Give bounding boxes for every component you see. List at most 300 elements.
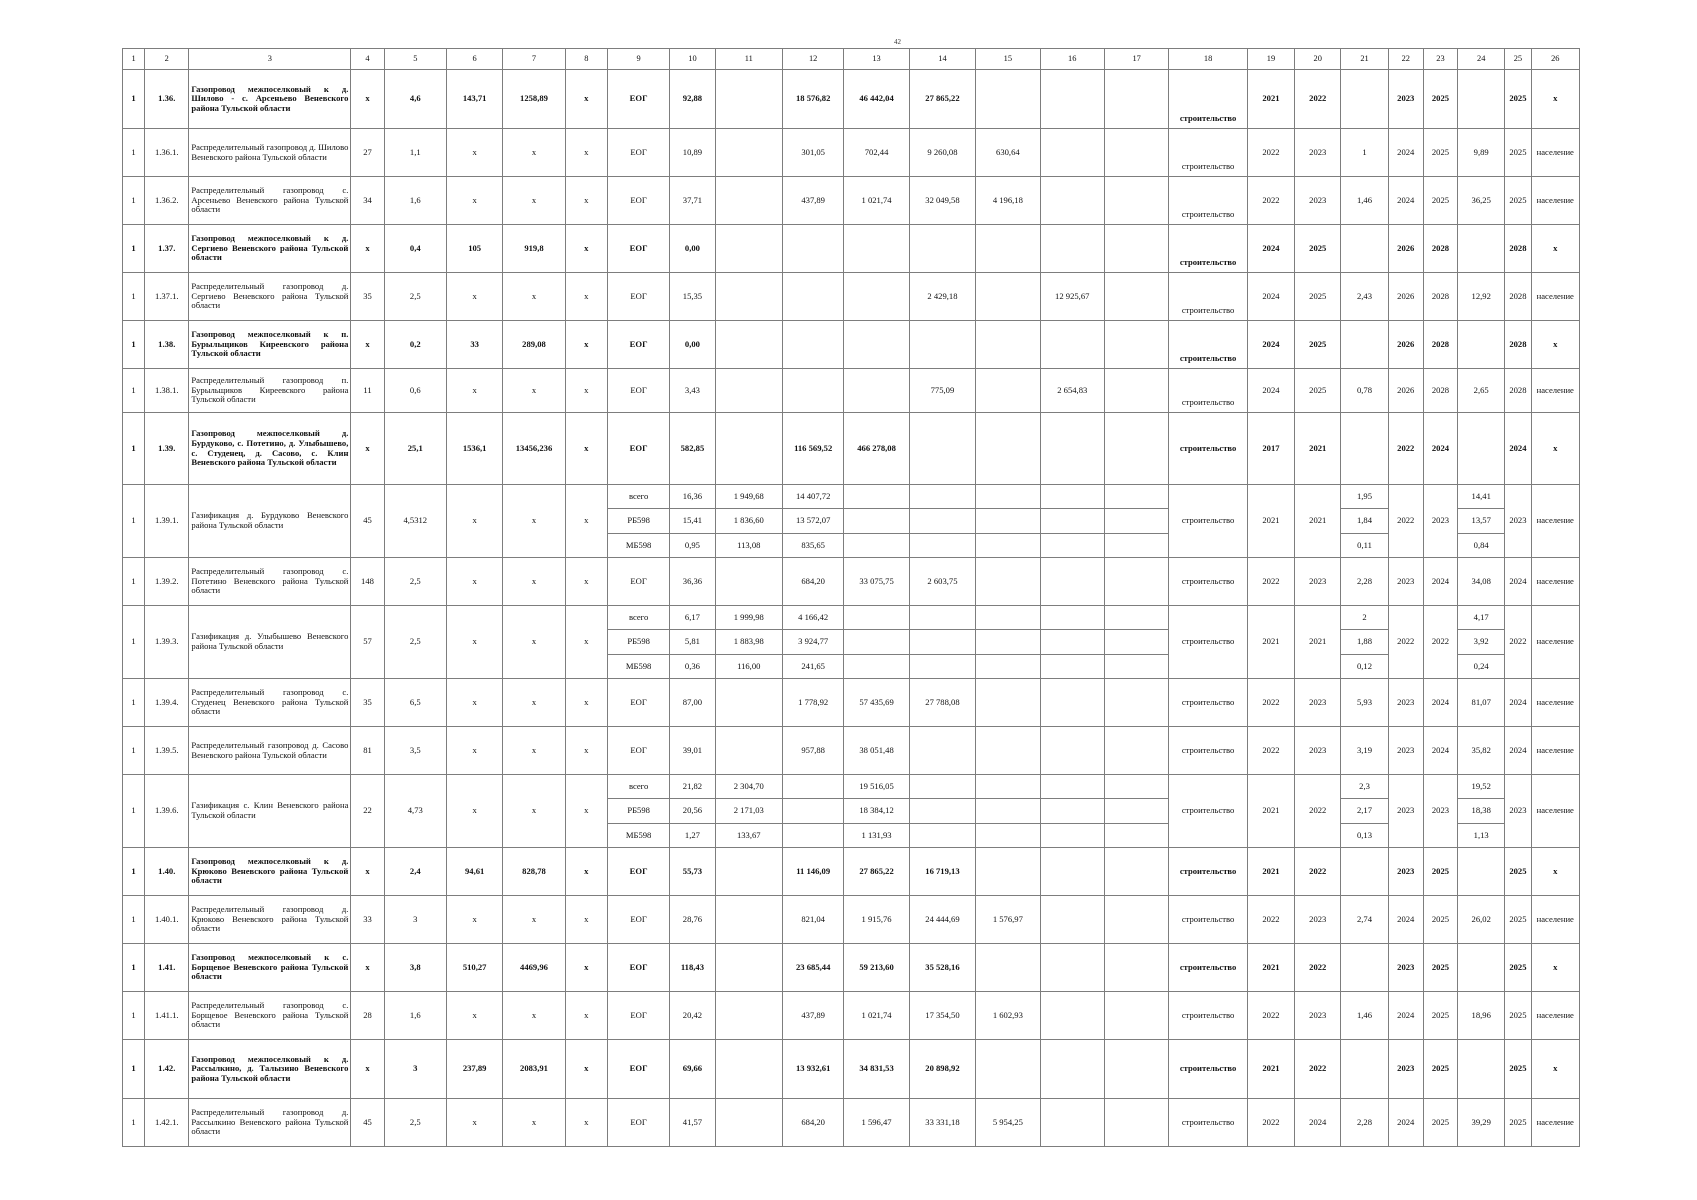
table-cell: 2023 [1388,775,1423,848]
table-cell: 1,46 [1341,992,1388,1040]
table-cell: 2022 [1388,606,1423,679]
table-cell: ЕОГ [607,321,669,369]
table-cell: 684,20 [782,1099,843,1147]
table-cell: 1,88 [1341,630,1388,655]
table-cell [1104,992,1168,1040]
table-cell: x [565,321,607,369]
table-cell: 46 442,04 [844,70,909,129]
table-cell [715,1099,782,1147]
table-cell: 4,73 [384,775,446,848]
table-cell: 1 [123,129,145,177]
table-cell: 25,1 [384,413,446,485]
table-cell: 1 [123,992,145,1040]
table-cell: 18,38 [1458,799,1505,824]
table-cell: x [446,129,502,177]
object-name-cell: Газопровод межпоселковый к д. Крюково Веневского района Тульской области [189,848,351,896]
funding-source-cell: РБ598 [607,799,669,824]
table-row [123,369,1580,413]
table-cell: x [503,177,565,225]
table-cell: 835,65 [782,534,843,558]
table-row [123,992,1580,1040]
table-cell [909,799,975,824]
table-cell: 35 [351,679,384,727]
table-cell [909,321,975,369]
table-cell: 821,04 [782,896,843,944]
table-cell [909,413,975,485]
table-cell: 17 354,50 [909,992,975,1040]
table-cell: 510,27 [446,944,502,992]
table-cell: x [565,775,607,848]
table-cell: x [503,485,565,558]
table-cell: 2028 [1423,321,1457,369]
table-cell: 2025 [1423,1099,1457,1147]
table-cell [844,534,909,558]
table-cell [909,606,975,630]
table-cell: x [503,273,565,321]
table-cell: 2,28 [1341,1099,1388,1147]
table-cell: 2,74 [1341,896,1388,944]
table-cell: 28,76 [670,896,715,944]
table-cell [1040,1099,1104,1147]
table-cell: 2025 [1423,1040,1457,1099]
table-cell: 2024 [1423,679,1457,727]
table-cell: 2,5 [384,273,446,321]
table-cell: 1,46 [1341,177,1388,225]
table-cell [844,225,909,273]
table-cell: 116,00 [715,655,782,679]
table-cell: 2022 [1295,944,1341,992]
table-cell: x [565,369,607,413]
table-cell [1458,70,1505,129]
table-cell: 2023 [1388,727,1423,775]
table-cell: 2017 [1247,413,1294,485]
table-cell: x [565,273,607,321]
table-cell: 20,56 [670,799,715,824]
table-cell: 1,1 [384,129,446,177]
table-cell [1341,70,1388,129]
item-number-cell: 1.41. [145,944,189,992]
table-cell: 2025 [1423,944,1457,992]
table-cell [782,225,843,273]
table-cell: 5,81 [670,630,715,655]
table-cell: 9,89 [1458,129,1505,177]
table-cell: 1 836,60 [715,509,782,534]
object-name-cell: Газопровод межпоселковый к д. Рассылкино, д. Талызино Веневского района Тульской области [189,1040,351,1099]
table-cell: 1 [123,775,145,848]
table-cell: 3,5 [384,727,446,775]
table-cell: 2024 [1388,1099,1423,1147]
table-cell: 57 [351,606,384,679]
column-number-header: 21 [1341,49,1388,70]
table-cell: 4,17 [1458,606,1505,630]
table-cell [976,70,1040,129]
column-number-header: 13 [844,49,909,70]
column-number-header: 7 [503,49,565,70]
table-cell [1458,321,1505,369]
table-cell: 2028 [1505,225,1531,273]
table-cell: x [565,225,607,273]
stage-cell: строительство [1169,177,1247,225]
table-cell: 3 [384,896,446,944]
table-row [123,944,1580,992]
table-cell: 1 [123,225,145,273]
table-cell [976,534,1040,558]
table-cell: 2028 [1423,225,1457,273]
table-cell: x [1531,321,1580,369]
table-cell: 1 021,74 [844,992,909,1040]
table-cell: 0,24 [1458,655,1505,679]
table-cell [1040,775,1104,799]
stage-cell: строительство [1169,321,1247,369]
table-cell: 437,89 [782,992,843,1040]
table-cell: 1 [123,273,145,321]
table-row [123,413,1580,485]
stage-cell: строительство [1169,558,1247,606]
table-cell: ЕОГ [607,225,669,273]
table-row [123,727,1580,775]
table-cell [782,321,843,369]
table-cell: 1 021,74 [844,177,909,225]
table-cell: 2021 [1247,775,1294,848]
table-cell: 16 719,13 [909,848,975,896]
stage-cell: строительство [1169,727,1247,775]
table-cell: 27 788,08 [909,679,975,727]
table-cell: x [565,177,607,225]
table-cell [976,509,1040,534]
table-cell: 2023 [1388,558,1423,606]
table-cell: 2024 [1423,413,1457,485]
table-cell: x [565,558,607,606]
table-cell: 13456,236 [503,413,565,485]
table-cell: 36,36 [670,558,715,606]
funding-source-cell: всего [607,485,669,509]
table-cell [1341,225,1388,273]
table-cell: ЕОГ [607,848,669,896]
table-cell [715,129,782,177]
table-cell [1104,896,1168,944]
table-cell: население [1531,775,1580,848]
table-row [123,485,1580,509]
table-cell [782,273,843,321]
table-cell [1458,944,1505,992]
table-cell [1104,1040,1168,1099]
funding-source-cell: РБ598 [607,630,669,655]
table-cell: 2 654,83 [1040,369,1104,413]
table-cell: 2024 [1423,558,1457,606]
table-cell: 2 [1341,606,1388,630]
table-cell [909,509,975,534]
object-name-cell: Газопровод межпоселковый к д. Шилово - с. Арсеньево Веневского района Тульской области [189,70,351,129]
table-cell [909,727,975,775]
table-cell: x [565,70,607,129]
table-cell: 1 [123,727,145,775]
table-cell: 2023 [1388,1040,1423,1099]
table-cell: 582,85 [670,413,715,485]
table-cell: 11 146,09 [782,848,843,896]
table-cell: 16,36 [670,485,715,509]
table-cell: x [446,485,502,558]
table-cell: x [503,369,565,413]
table-cell [976,775,1040,799]
table-cell: 2023 [1295,727,1341,775]
table-cell [909,775,975,799]
table-cell: 2,4 [384,848,446,896]
table-cell: 15,41 [670,509,715,534]
table-cell: 2023 [1295,896,1341,944]
table-cell: 2025 [1505,177,1531,225]
funding-source-cell: РБ598 [607,509,669,534]
table-cell: 2024 [1295,1099,1341,1147]
table-cell: 2 304,70 [715,775,782,799]
table-cell: ЕОГ [607,896,669,944]
table-cell: 2023 [1388,679,1423,727]
table-cell: 39,01 [670,727,715,775]
table-cell [715,413,782,485]
table-cell: x [351,1040,384,1099]
item-number-cell: 1.39.3. [145,606,189,679]
table-cell: 3 [384,1040,446,1099]
table-cell [1040,509,1104,534]
table-cell: 9 260,08 [909,129,975,177]
table-cell: 2022 [1295,775,1341,848]
table-cell [1104,655,1168,679]
table-cell: 1 131,93 [844,824,909,848]
table-row [123,177,1580,225]
column-number-header: 1 [123,49,145,70]
table-cell: 20,42 [670,992,715,1040]
table-cell: 1536,1 [446,413,502,485]
table-cell: x [351,413,384,485]
item-number-cell: 1.39. [145,413,189,485]
object-name-cell: Распределительный газопровод д. Сергиево Веневского района Тульской области [189,273,351,321]
table-row [123,1040,1580,1099]
table-cell: x [565,992,607,1040]
stage-cell: строительство [1169,848,1247,896]
table-cell [909,485,975,509]
table-cell: 2024 [1247,225,1294,273]
table-cell: 1 [1341,129,1388,177]
object-name-cell: Распределительный газопровод д. Сасово Веневского района Тульской области [189,727,351,775]
table-cell: x [446,727,502,775]
stage-cell: строительство [1169,1099,1247,1147]
table-cell: 1 915,76 [844,896,909,944]
table-cell [976,655,1040,679]
table-cell: 241,65 [782,655,843,679]
table-cell [715,848,782,896]
table-cell: 2024 [1388,896,1423,944]
table-cell: x [351,70,384,129]
table-cell [1104,606,1168,630]
table-cell [1040,129,1104,177]
table-cell: 2022 [1295,848,1341,896]
table-cell [1040,992,1104,1040]
table-cell: 33 075,75 [844,558,909,606]
table-cell: x [446,606,502,679]
column-number-header: 16 [1040,49,1104,70]
table-cell: 1 576,97 [976,896,1040,944]
stage-cell: строительство [1169,225,1247,273]
table-cell: 2021 [1295,413,1341,485]
table-cell: 13 572,07 [782,509,843,534]
table-cell: 35 [351,273,384,321]
table-cell [1040,655,1104,679]
table-cell: 2021 [1247,944,1294,992]
table-cell: 2023 [1295,992,1341,1040]
table-cell: население [1531,896,1580,944]
table-cell: 34 [351,177,384,225]
table-cell: население [1531,369,1580,413]
table-cell: 2,3 [1341,775,1388,799]
table-cell: 69,66 [670,1040,715,1099]
funding-source-cell: всего [607,775,669,799]
table-cell [844,273,909,321]
table-cell [1104,177,1168,225]
table-cell: население [1531,727,1580,775]
table-cell: 2024 [1505,413,1531,485]
table-cell: 2022 [1247,1099,1294,1147]
page-number: 42 [894,38,901,46]
table-cell: 26,02 [1458,896,1505,944]
table-cell: x [446,896,502,944]
table-cell: 2,65 [1458,369,1505,413]
object-name-cell: Распределительный газопровод с. Борщевое Веневского района Тульской области [189,992,351,1040]
table-cell [1104,485,1168,509]
table-cell: население [1531,1099,1580,1147]
table-cell: 35,82 [1458,727,1505,775]
table-cell: 45 [351,485,384,558]
table-cell: 2022 [1247,896,1294,944]
table-cell: x [503,129,565,177]
table-cell: 2022 [1388,485,1423,558]
table-cell [1040,944,1104,992]
table-cell [1458,413,1505,485]
table-cell [1040,177,1104,225]
table-cell: 1 [123,177,145,225]
table-cell: 0,12 [1341,655,1388,679]
table-cell: 37,71 [670,177,715,225]
table-cell [1341,321,1388,369]
table-cell: население [1531,558,1580,606]
table-cell: 35 528,16 [909,944,975,992]
table-cell: x [503,606,565,679]
table-row [123,225,1580,273]
table-cell [909,824,975,848]
table-cell: 2,17 [1341,799,1388,824]
column-number-header: 25 [1505,49,1531,70]
table-cell: 3,92 [1458,630,1505,655]
table-cell: 1 [123,369,145,413]
table-cell [1104,225,1168,273]
table-cell: 1,13 [1458,824,1505,848]
table-cell: 116 569,52 [782,413,843,485]
table-cell [1040,413,1104,485]
table-cell [782,775,843,799]
table-cell: 2025 [1505,896,1531,944]
table-cell: 2 429,18 [909,273,975,321]
table-cell [1040,70,1104,129]
table-row [123,321,1580,369]
table-cell: 2023 [1295,679,1341,727]
table-cell: 38 051,48 [844,727,909,775]
table-cell: x [446,775,502,848]
table-cell [1040,1040,1104,1099]
table-cell: 5 954,25 [976,1099,1040,1147]
stage-cell: строительство [1169,606,1247,679]
item-number-cell: 1.36. [145,70,189,129]
table-cell: 2026 [1388,273,1423,321]
table-cell [715,273,782,321]
item-number-cell: 1.39.2. [145,558,189,606]
table-cell: 1 949,68 [715,485,782,509]
table-cell: 1 [123,485,145,558]
table-cell: 2,28 [1341,558,1388,606]
item-number-cell: 1.38.1. [145,369,189,413]
table-cell: x [446,177,502,225]
column-number-header: 24 [1458,49,1505,70]
table-cell: 4 196,18 [976,177,1040,225]
table-cell: 2024 [1388,129,1423,177]
object-name-cell: Распределительный газопровод с. Студенец Веневского района Тульской области [189,679,351,727]
table-cell: 2023 [1295,558,1341,606]
table-cell: 1 [123,848,145,896]
table-cell: ЕОГ [607,1040,669,1099]
table-cell: 24 444,69 [909,896,975,944]
table-cell: 92,88 [670,70,715,129]
table-cell: 27 865,22 [844,848,909,896]
table-cell [715,558,782,606]
table-cell [976,944,1040,992]
table-cell: 437,89 [782,177,843,225]
header-row [123,49,1580,70]
table-cell: 2025 [1423,70,1457,129]
table-cell: x [565,848,607,896]
table-row [123,775,1580,799]
table-cell: 41,57 [670,1099,715,1147]
column-number-header: 22 [1388,49,1423,70]
table-cell [844,630,909,655]
table-cell: 2025 [1295,321,1341,369]
column-number-header: 18 [1169,49,1247,70]
table-cell [1104,824,1168,848]
stage-cell: строительство [1169,369,1247,413]
table-cell: 2022 [1247,727,1294,775]
table-cell: x [446,369,502,413]
table-cell: население [1531,177,1580,225]
table-cell: 5,93 [1341,679,1388,727]
table-cell: 2024 [1388,992,1423,1040]
table-cell: 2021 [1247,485,1294,558]
table-cell: 0,4 [384,225,446,273]
table-cell [909,655,975,679]
table-cell: ЕОГ [607,177,669,225]
table-cell: x [1531,70,1580,129]
table-cell: 630,64 [976,129,1040,177]
table-cell: 1 [123,558,145,606]
table-cell: 6,5 [384,679,446,727]
column-number-header: 19 [1247,49,1294,70]
table-cell: 2024 [1247,321,1294,369]
table-cell: 2025 [1295,369,1341,413]
table-cell: 3,43 [670,369,715,413]
table-cell [782,824,843,848]
table-cell [1104,775,1168,799]
table-cell [1104,944,1168,992]
table-cell: 957,88 [782,727,843,775]
column-number-header: 12 [782,49,843,70]
table-cell: 18,96 [1458,992,1505,1040]
table-row [123,273,1580,321]
table-cell: 2025 [1295,225,1341,273]
